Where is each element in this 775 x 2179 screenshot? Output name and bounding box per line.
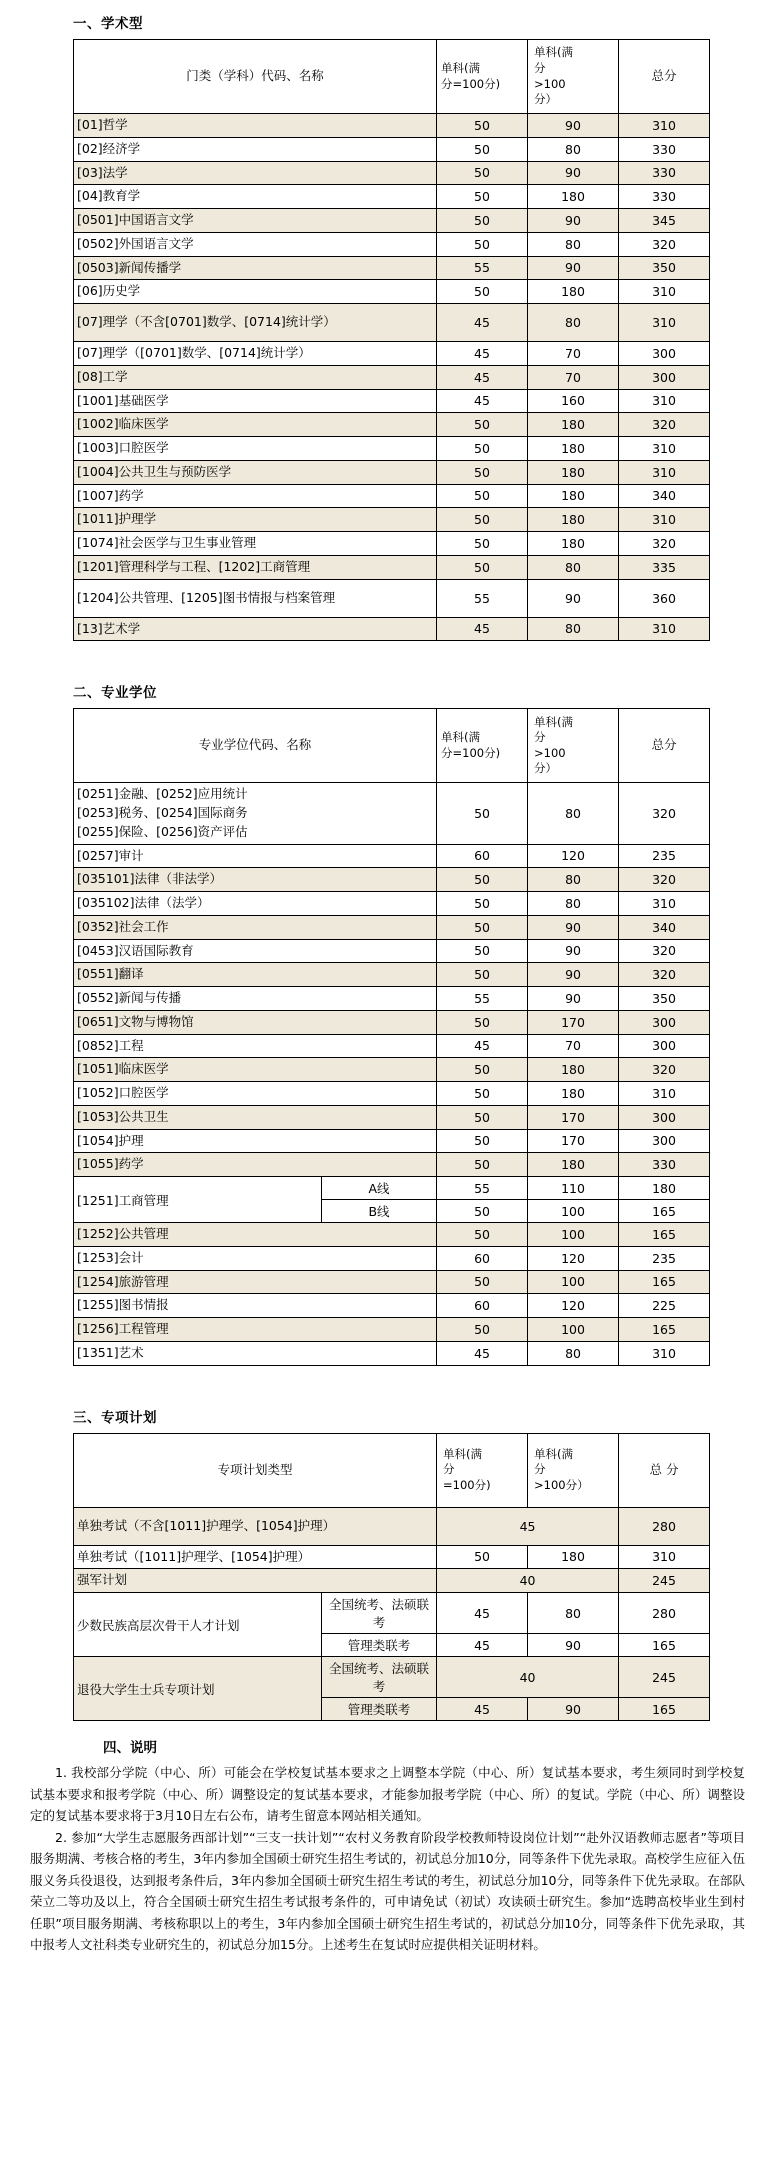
score-single-over-100: 80 [528, 892, 619, 916]
score-single-100: 60 [437, 1294, 528, 1318]
row-label: [08]工学 [74, 365, 437, 389]
score-single-100: 45 [437, 1698, 528, 1721]
header-line-1: 单科(满 [443, 1446, 483, 1461]
score-single-over-100: 100 [528, 1223, 619, 1247]
table-row [74, 1545, 710, 1569]
row-label-line: [0251]金融、[0252]应用统计 [77, 786, 248, 802]
row-label: 单独考试（[1011]护理学、[1054]护理） [74, 1545, 437, 1569]
header-line-1: 单科(满 [441, 60, 480, 75]
row-label: [1004]公共卫生与预防医学 [74, 460, 437, 484]
professional-score-table [73, 708, 710, 1365]
col-header-name: 专业学位代码、名称 [74, 709, 437, 783]
score-single-over-100: 180 [528, 1153, 619, 1177]
table-row [74, 389, 710, 413]
score-single-100: 50 [437, 114, 528, 138]
score-single-100: 50 [437, 437, 528, 461]
score-total: 350 [619, 987, 710, 1011]
score-single-100: 60 [437, 844, 528, 868]
col-header-single-over-100 [528, 1433, 619, 1507]
score-total: 340 [619, 484, 710, 508]
score-single-100: 50 [437, 868, 528, 892]
score-single-over-100: 90 [528, 1698, 619, 1721]
table-row [74, 1105, 710, 1129]
score-single-100: 45 [437, 1034, 528, 1058]
score-single-100: 50 [437, 232, 528, 256]
header-line-2: 分=100分) [441, 745, 501, 760]
header-line-2: 分 [534, 60, 546, 75]
score-total: 320 [619, 532, 710, 556]
score-total: 320 [619, 963, 710, 987]
score-single-over-100: 90 [528, 161, 619, 185]
row-label: [13]艺术学 [74, 617, 437, 641]
score-single-over-100: 170 [528, 1105, 619, 1129]
row-label: [0453]汉语国际教育 [74, 939, 437, 963]
score-total: 310 [619, 508, 710, 532]
row-label: [1255]图书情报 [74, 1294, 437, 1318]
score-total: 320 [619, 783, 710, 844]
score-total: 165 [619, 1634, 710, 1657]
score-total: 335 [619, 555, 710, 579]
score-total: 235 [619, 844, 710, 868]
table-row [74, 185, 710, 209]
score-single-100: 50 [437, 137, 528, 161]
score-single-over-100: 120 [528, 1294, 619, 1318]
row-label: [1256]工程管理 [74, 1318, 437, 1342]
score-single-100: 50 [437, 508, 528, 532]
score-single-over-100: 80 [528, 1341, 619, 1365]
score-single-100: 50 [437, 1082, 528, 1106]
score-single-100: 50 [437, 1318, 528, 1342]
table-row [74, 579, 710, 617]
row-label: [0503]新闻传播学 [74, 256, 437, 280]
score-single-100: 50 [437, 1223, 528, 1247]
score-single-over-100: 180 [528, 484, 619, 508]
score-single-over-100: 90 [528, 963, 619, 987]
table-row [74, 1593, 710, 1634]
score-total: 330 [619, 137, 710, 161]
score-total: 310 [619, 389, 710, 413]
score-single-100: 50 [437, 892, 528, 916]
score-single-over-100: 80 [528, 783, 619, 844]
score-single-100: 50 [437, 161, 528, 185]
score-single-over-100: 180 [528, 532, 619, 556]
score-single-100: 45 [437, 365, 528, 389]
table-row [74, 1341, 710, 1365]
score-single-merged: 45 [437, 1507, 619, 1545]
header-line-3: =100分) [443, 1477, 491, 1492]
row-label: [0501]中国语言文学 [74, 209, 437, 233]
row-label: [03]法学 [74, 161, 437, 185]
score-single-over-100: 180 [528, 1058, 619, 1082]
score-total: 310 [619, 437, 710, 461]
score-single-100: 45 [437, 304, 528, 342]
score-single-over-100: 100 [528, 1200, 619, 1223]
col-header-single-100 [437, 709, 528, 783]
score-single-100: 50 [437, 484, 528, 508]
header-line-3: >100 [534, 76, 566, 91]
row-label: [1053]公共卫生 [74, 1105, 437, 1129]
score-single-100: 50 [437, 555, 528, 579]
score-total: 165 [619, 1698, 710, 1721]
row-label-line: [0255]保险、[0256]资产评估 [77, 823, 248, 839]
row-label-line: [0253]税务、[0254]国际商务 [77, 805, 248, 820]
table-row [74, 304, 710, 342]
table-row [74, 484, 710, 508]
score-single-over-100: 70 [528, 365, 619, 389]
score-total: 310 [619, 1082, 710, 1106]
header-line-4: 分） [534, 92, 557, 107]
table-row [74, 783, 710, 844]
row-sublabel: 管理类联考 [322, 1698, 437, 1721]
score-single-over-100: 180 [528, 437, 619, 461]
row-label: [07]理学（[0701]数学、[0714]统计学） [74, 342, 437, 366]
score-requirements-page [0, 12, 775, 1974]
score-total: 360 [619, 579, 710, 617]
col-header-total: 总分 [619, 40, 710, 114]
score-single-100: 50 [437, 1200, 528, 1223]
table-row [74, 617, 710, 641]
score-single-100: 55 [437, 987, 528, 1011]
score-single-100: 45 [437, 1341, 528, 1365]
row-label: [1054]护理 [74, 1129, 437, 1153]
score-total: 300 [619, 342, 710, 366]
explanation-section [0, 1737, 775, 1974]
row-sublabel: 全国统考、法硕联考 [322, 1593, 437, 1634]
score-single-over-100: 120 [528, 1246, 619, 1270]
score-single-over-100: 110 [528, 1177, 619, 1200]
score-total: 310 [619, 617, 710, 641]
score-single-100: 60 [437, 1246, 528, 1270]
row-label: [1003]口腔医学 [74, 437, 437, 461]
row-sublabel: 管理类联考 [322, 1634, 437, 1657]
score-single-over-100: 180 [528, 185, 619, 209]
col-header-single-over-100 [528, 40, 619, 114]
row-label: [0352]社会工作 [74, 915, 437, 939]
score-single-over-100: 70 [528, 1034, 619, 1058]
header-line-2: 分=100分) [441, 76, 501, 91]
score-total: 280 [619, 1507, 710, 1545]
row-label: [1204]公共管理、[1205]图书情报与档案管理 [74, 579, 437, 617]
score-single-over-100: 180 [528, 1545, 619, 1569]
row-label: [1011]护理学 [74, 508, 437, 532]
score-single-over-100: 180 [528, 460, 619, 484]
row-sublabel: 全国统考、法硕联考 [322, 1657, 437, 1698]
section-title-professional: 二、专业学位 [73, 685, 157, 702]
row-label: [1074]社会医学与卫生事业管理 [74, 532, 437, 556]
score-single-over-100: 120 [528, 844, 619, 868]
score-single-over-100: 100 [528, 1318, 619, 1342]
table-header-row [74, 1433, 710, 1507]
row-label: [1052]口腔医学 [74, 1082, 437, 1106]
table-row [74, 1034, 710, 1058]
table-row [74, 1177, 710, 1200]
row-sublabel: B线 [322, 1200, 437, 1223]
table-row [74, 868, 710, 892]
table-row [74, 1569, 710, 1593]
score-single-100: 55 [437, 256, 528, 280]
score-total: 300 [619, 1010, 710, 1034]
score-single-100: 45 [437, 617, 528, 641]
score-single-merged: 40 [437, 1657, 619, 1698]
score-single-over-100: 80 [528, 617, 619, 641]
header-line-3: >100分） [534, 1477, 589, 1492]
note-paragraph: 2. 参加“大学生志愿服务西部计划”“三支一扶计划”“农村义务教育阶段学校教师特设岗位计划”“赴外汉语教师志愿者”等项目服务期满、考核合格的考生，3年内参加全国硕士研究生招生考试的，初试总分加10分，同等条件下优先录取。高校学生应征入伍服义务兵役退役，达到报考条件后，3年内参加全国硕士研究生招生考试的考生，初试总分加10分，同等条件下优先录取。在部队荣立二等功及以上，符合全国硕士研究生招生考试报考条件的，可申请免试（初试）攻读硕士研究生。参加“选聘高校毕业生到村任职”项目服务期满、考核称职以上的考生，3年内参加全国硕士研究生招生考试的，初试总分加10分，同等条件下优先录取，其中报考人文社科类专业研究生的，初试总分加15分。上述考生在复试时应提供相关证明材料。 [30, 1829, 745, 1953]
table-row [74, 1657, 710, 1698]
table-row [74, 437, 710, 461]
row-label: [02]经济学 [74, 137, 437, 161]
row-label: [1254]旅游管理 [74, 1270, 437, 1294]
score-single-over-100: 70 [528, 342, 619, 366]
score-single-100: 50 [437, 1153, 528, 1177]
table-row [74, 844, 710, 868]
row-label: [1001]基础医学 [74, 389, 437, 413]
score-single-100: 55 [437, 579, 528, 617]
score-single-over-100: 90 [528, 256, 619, 280]
row-label: [1007]药学 [74, 484, 437, 508]
col-header-name: 专项计划类型 [74, 1433, 437, 1507]
academic-score-table [73, 39, 710, 641]
score-single-over-100: 80 [528, 137, 619, 161]
score-single-over-100: 90 [528, 915, 619, 939]
score-single-over-100: 100 [528, 1270, 619, 1294]
score-single-100: 50 [437, 915, 528, 939]
score-single-over-100: 80 [528, 304, 619, 342]
table-row [74, 532, 710, 556]
score-total: 320 [619, 413, 710, 437]
row-label: [1252]公共管理 [74, 1223, 437, 1247]
row-label: [0551]翻译 [74, 963, 437, 987]
row-label: [04]教育学 [74, 185, 437, 209]
score-single-merged: 40 [437, 1569, 619, 1593]
row-label: [0852]工程 [74, 1034, 437, 1058]
header-line-4: 分） [534, 761, 558, 776]
table-row [74, 1082, 710, 1106]
row-label: [01]哲学 [74, 114, 437, 138]
score-single-over-100: 90 [528, 939, 619, 963]
score-single-over-100: 180 [528, 1082, 619, 1106]
score-total: 310 [619, 114, 710, 138]
score-single-over-100: 170 [528, 1129, 619, 1153]
row-label: [0502]外国语言文学 [74, 232, 437, 256]
score-total: 310 [619, 892, 710, 916]
col-header-single-100 [437, 40, 528, 114]
header-line-1: 单科(满 [534, 714, 574, 729]
score-total: 320 [619, 232, 710, 256]
row-label: [1251]工商管理 [74, 1177, 322, 1223]
score-total: 320 [619, 1058, 710, 1082]
score-total: 300 [619, 1129, 710, 1153]
table-header-row [74, 40, 710, 114]
score-single-100: 50 [437, 209, 528, 233]
col-header-name: 门类（学科）代码、名称 [74, 40, 437, 114]
header-line-2: 分 [534, 1462, 546, 1477]
score-single-over-100: 80 [528, 232, 619, 256]
table-row [74, 413, 710, 437]
score-single-over-100: 90 [528, 579, 619, 617]
row-label: [0552]新闻与传播 [74, 987, 437, 1011]
table-row [74, 209, 710, 233]
header-line-1: 单科(满 [534, 1446, 574, 1461]
note-paragraph: 1. 我校部分学院（中心、所）可能会在学校复试基本要求之上调整本学院（中心、所）复试基本要求，考生须同时到学校复试基本要求和报考学院（中心、所）调整设定的复试基本要求，才能参加报考学院（中心、所）的复试。学院（中心、所）调整设定的复试基本要求将于3月10日左右公布，请考生留意本网站相关通知。 [30, 1765, 745, 1824]
score-total: 300 [619, 365, 710, 389]
header-line-2: 分 [534, 730, 546, 745]
row-label: [1055]药学 [74, 1153, 437, 1177]
table-row [74, 161, 710, 185]
row-label: [1051]临床医学 [74, 1058, 437, 1082]
score-total: 235 [619, 1246, 710, 1270]
score-single-100: 50 [437, 1058, 528, 1082]
score-single-100: 50 [437, 963, 528, 987]
col-header-total: 总 分 [619, 1433, 710, 1507]
row-label: [0257]审计 [74, 844, 437, 868]
table-row [74, 232, 710, 256]
score-total: 165 [619, 1223, 710, 1247]
col-header-single-over-100 [528, 709, 619, 783]
score-single-100: 45 [437, 1593, 528, 1634]
table-row [74, 1318, 710, 1342]
table-row [74, 1058, 710, 1082]
score-total: 330 [619, 185, 710, 209]
score-total: 330 [619, 161, 710, 185]
score-single-over-100: 80 [528, 555, 619, 579]
table-row [74, 508, 710, 532]
header-line-3: >100 [534, 745, 566, 760]
row-label: [1201]管理科学与工程、[1202]工商管理 [74, 555, 437, 579]
row-sublabel: A线 [322, 1177, 437, 1200]
score-total: 300 [619, 1034, 710, 1058]
score-single-over-100: 80 [528, 868, 619, 892]
score-single-100: 50 [437, 939, 528, 963]
score-single-over-100: 80 [528, 1593, 619, 1634]
row-label: [06]历史学 [74, 280, 437, 304]
table-row [74, 555, 710, 579]
col-header-single-100 [437, 1433, 528, 1507]
score-single-100: 50 [437, 413, 528, 437]
table-row [74, 1246, 710, 1270]
table-row [74, 1507, 710, 1545]
table-row [74, 1223, 710, 1247]
header-line-1: 单科(满 [441, 730, 481, 745]
score-single-over-100: 180 [528, 508, 619, 532]
table-row [74, 256, 710, 280]
row-label: [035101]法律（非法学） [74, 868, 437, 892]
table-row [74, 1129, 710, 1153]
table-row [74, 963, 710, 987]
header-line-1: 单科(满 [534, 45, 573, 60]
row-label: [07]理学（不含[0701]数学、[0714]统计学） [74, 304, 437, 342]
row-label: 少数民族高层次骨干人才计划 [74, 1593, 322, 1657]
score-single-over-100: 180 [528, 280, 619, 304]
score-single-over-100: 170 [528, 1010, 619, 1034]
score-total: 165 [619, 1318, 710, 1342]
table-row [74, 137, 710, 161]
score-single-100: 50 [437, 185, 528, 209]
score-single-100: 55 [437, 1177, 528, 1200]
table-row [74, 1294, 710, 1318]
score-single-100: 45 [437, 342, 528, 366]
row-label: [035102]法律（法学） [74, 892, 437, 916]
score-total: 165 [619, 1200, 710, 1223]
row-label: [1351]艺术 [74, 1341, 437, 1365]
row-label: [1253]会计 [74, 1246, 437, 1270]
section-title-notes: 四、说明 [103, 1740, 157, 1756]
score-single-100: 50 [437, 532, 528, 556]
table-row [74, 342, 710, 366]
score-total: 180 [619, 1177, 710, 1200]
score-total: 225 [619, 1294, 710, 1318]
score-single-100: 45 [437, 389, 528, 413]
score-total: 310 [619, 1545, 710, 1569]
score-single-100: 50 [437, 460, 528, 484]
table-row [74, 460, 710, 484]
score-single-100: 50 [437, 1545, 528, 1569]
section-title-academic: 一、学术型 [73, 16, 143, 32]
row-label: 单独考试（不含[1011]护理学、[1054]护理） [74, 1507, 437, 1545]
score-total: 280 [619, 1593, 710, 1634]
table-row [74, 915, 710, 939]
table-row [74, 365, 710, 389]
score-total: 330 [619, 1153, 710, 1177]
row-label: 退役大学生士兵专项计划 [74, 1657, 322, 1721]
score-total: 300 [619, 1105, 710, 1129]
row-label: 强军计划 [74, 1569, 437, 1593]
score-single-100: 50 [437, 1010, 528, 1034]
score-total: 245 [619, 1569, 710, 1593]
header-line-2: 分 [443, 1462, 455, 1477]
score-single-100: 50 [437, 280, 528, 304]
score-single-over-100: 180 [528, 413, 619, 437]
special-plan-score-table [73, 1433, 710, 1722]
table-row [74, 1270, 710, 1294]
score-total: 310 [619, 1341, 710, 1365]
score-total: 320 [619, 868, 710, 892]
table-row [74, 939, 710, 963]
score-single-100: 50 [437, 1105, 528, 1129]
score-single-over-100: 90 [528, 209, 619, 233]
score-total: 320 [619, 939, 710, 963]
score-single-over-100: 160 [528, 389, 619, 413]
score-total: 245 [619, 1657, 710, 1698]
table-row [74, 1010, 710, 1034]
score-total: 310 [619, 280, 710, 304]
score-total: 165 [619, 1270, 710, 1294]
score-single-100: 50 [437, 1270, 528, 1294]
score-single-over-100: 90 [528, 1634, 619, 1657]
table-row [74, 892, 710, 916]
row-label: [0651]文物与博物馆 [74, 1010, 437, 1034]
table-header-row [74, 709, 710, 783]
col-header-total: 总分 [619, 709, 710, 783]
score-single-over-100: 90 [528, 114, 619, 138]
score-single-100: 45 [437, 1634, 528, 1657]
score-total: 350 [619, 256, 710, 280]
score-total: 310 [619, 304, 710, 342]
score-single-100: 50 [437, 1129, 528, 1153]
row-label: [1002]临床医学 [74, 413, 437, 437]
table-row [74, 987, 710, 1011]
table-row [74, 114, 710, 138]
score-single-100: 50 [437, 783, 528, 844]
score-total: 345 [619, 209, 710, 233]
table-row [74, 280, 710, 304]
score-total: 340 [619, 915, 710, 939]
row-label [74, 783, 437, 844]
section-title-special: 三、专项计划 [73, 1409, 157, 1426]
table-row [74, 1153, 710, 1177]
score-single-over-100: 90 [528, 987, 619, 1011]
score-total: 310 [619, 460, 710, 484]
